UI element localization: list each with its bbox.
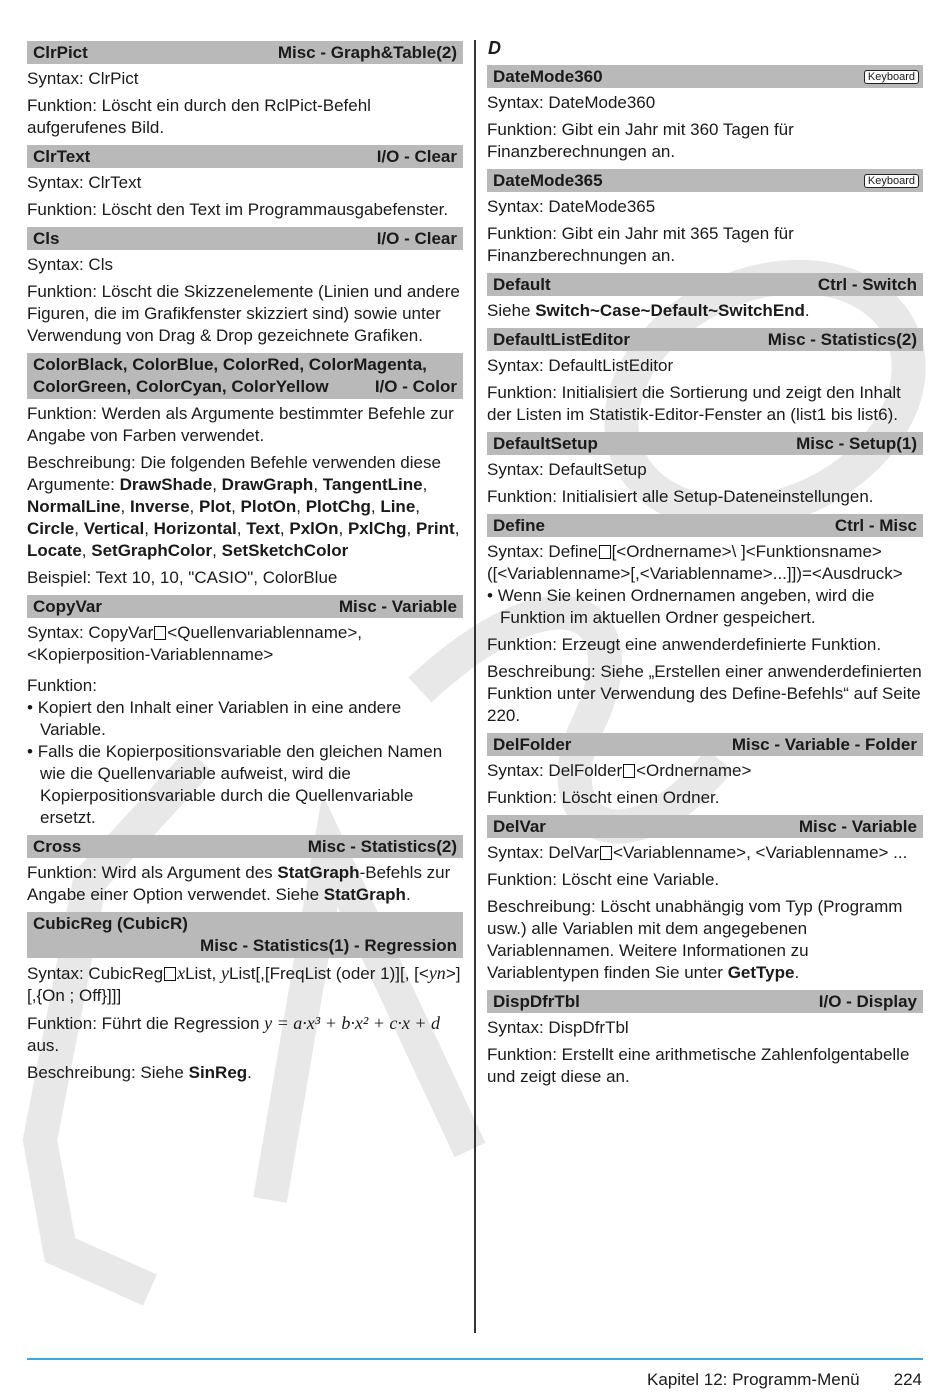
command-category: I/O - Color	[374, 377, 457, 396]
command-ref: TangentLine	[322, 475, 423, 494]
command-name: ClrPict	[33, 42, 88, 62]
function-text: Funktion: Initialisiert alle Setup-Dateneinstellungen.	[487, 487, 874, 506]
command-category: Misc - Variable	[338, 596, 457, 616]
math-var: x	[177, 963, 186, 983]
syntax-prefix: Syntax: Define	[487, 542, 598, 561]
command-ref: SetSketchColor	[221, 541, 349, 560]
function-text: Funktion: Werden als Argumente bestimmter Befehle zur Angabe von Farben verwendet.	[27, 404, 454, 445]
syntax-text: Syntax: DefaultListEditor	[487, 356, 674, 375]
syntax-prefix: Syntax: CopyVar	[27, 623, 154, 642]
command-list: DrawShade, DrawGraph, TangentLine, NormalLine, Inverse, Plot, PlotOn, PlotChg, Line, Circle, Vertical, Horizontal, Text, PxlOn, PxlChg, Print, Locate, SetGraphColor, SetSketchColor	[27, 475, 460, 560]
text-part: Funktion: Wird als Argument des	[27, 863, 278, 882]
entry-define	[487, 514, 923, 727]
command-name: DispDfrTbl	[493, 991, 580, 1011]
command-category: I/O - Display	[818, 991, 917, 1011]
description-text: Beschreibung: Siehe „Erstellen einer anwenderdefinierten Funktion unter Verwendung des Define-Befehls“ auf Seite 220.	[487, 662, 922, 725]
bullet-text: Kopiert den Inhalt einer Variablen in eine andere Variable.	[37, 698, 402, 739]
command-category: Misc - Statistics(2)	[307, 836, 457, 856]
syntax-text: Syntax: DateMode360	[487, 93, 656, 112]
section-letter: D	[488, 38, 501, 58]
syntax-text	[27, 622, 463, 666]
entry-cross	[27, 835, 463, 906]
command-name: DefaultSetup	[493, 433, 598, 453]
command-category: Misc - Variable - Folder	[731, 734, 917, 754]
syntax-text	[487, 760, 923, 782]
entry-datemode365	[487, 169, 923, 267]
bullet-text: Falls die Kopierpositionsvariable den gleichen Namen wie die Quellenvariable aufweist, wird die Kopierpositionsvariable durch die Quellenvariable ersetzt.	[37, 742, 443, 827]
command-name: Cross	[33, 836, 82, 856]
entry-dispdfrtbl	[487, 990, 923, 1088]
command-category: Misc - Graph&Table(2)	[277, 42, 457, 62]
function-text: Funktion: Löscht einen Ordner.	[487, 788, 720, 807]
page-number: 224	[893, 1370, 922, 1389]
command-name: DelFolder	[493, 734, 572, 754]
command-category: Ctrl - Misc	[834, 515, 917, 535]
command-ref: PlotChg	[305, 497, 371, 516]
keyboard-badge: Keyboard	[864, 70, 919, 84]
command-name-line2: ColorGreen, ColorCyan, ColorYellow	[33, 377, 329, 396]
command-ref: PlotOn	[240, 497, 297, 516]
text-part: Siehe	[487, 301, 536, 320]
bullet-text: Wenn Sie keinen Ordnernamen angeben, wird die Funktion im aktuellen Ordner gespeichert.	[497, 586, 875, 627]
command-ref: Inverse	[129, 497, 190, 516]
command-header	[27, 912, 463, 958]
right-column	[487, 37, 923, 1094]
space-box-icon	[599, 545, 611, 559]
entry-colors	[27, 353, 463, 589]
entry-clrtext	[27, 145, 463, 221]
command-name: Cls	[33, 228, 60, 248]
bullet-item: • Wenn Sie keinen Ordnernamen angeben, wird die Funktion im aktuellen Ordner gespeichert.	[487, 586, 875, 627]
command-name: ClrText	[33, 146, 91, 166]
text-part: .	[247, 1063, 252, 1082]
description-text	[27, 1062, 463, 1084]
command-ref: DrawGraph	[221, 475, 314, 494]
text-part: aus.	[27, 1036, 60, 1055]
command-header	[27, 835, 463, 858]
bold-ref: GetType	[727, 963, 795, 982]
command-ref: Horizontal	[153, 519, 237, 538]
syntax-text: Syntax: ClrPict	[27, 69, 139, 88]
text-part: Beschreibung: Siehe	[27, 1063, 189, 1082]
command-ref: Locate	[27, 541, 82, 560]
command-header	[27, 353, 463, 399]
command-header	[487, 273, 923, 296]
command-name-line1: ColorBlack, ColorBlue, ColorRed, ColorMagenta,	[33, 355, 427, 374]
syntax-text: Syntax: DateMode365	[487, 197, 656, 216]
function-text: Funktion: Löscht den Text im Programmausgabefenster.	[27, 200, 449, 219]
bold-ref: StatGraph	[323, 885, 406, 904]
function-text: Funktion: Initialisiert die Sortierung und zeigt den Inhalt der Listen im Statistik-Editor-Fenster an (list1 bis list6).	[487, 383, 901, 424]
command-category: Misc - Variable	[798, 816, 917, 836]
command-ref: Circle	[27, 519, 75, 538]
syntax-args: [<Ordnername>\ ]<Funktionsname>([<Variablenname>[,<Variablenname>...]])=<Ausdruck>	[487, 542, 903, 583]
description-text	[27, 452, 463, 562]
command-name: Default	[493, 274, 551, 294]
space-box-icon	[623, 764, 635, 778]
entry-datemode360	[487, 65, 923, 163]
syntax-part: >][,{On ; Off}]]]	[27, 964, 461, 1005]
command-header	[487, 815, 923, 838]
command-name: DefaultListEditor	[493, 329, 630, 349]
command-category: Misc - Statistics(2)	[767, 329, 917, 349]
left-column	[27, 37, 463, 1090]
command-header	[27, 227, 463, 250]
command-header	[487, 65, 923, 88]
entry-cubicreg	[27, 912, 463, 1084]
syntax-prefix: Syntax: CubicReg	[27, 964, 164, 983]
command-category: I/O - Clear	[376, 228, 457, 248]
function-text: Funktion: Gibt ein Jahr mit 360 Tagen für Finanzberechnungen an.	[487, 120, 794, 161]
command-ref: PxlOn	[289, 519, 339, 538]
entry-delfolder	[487, 733, 923, 809]
command-ref: Line	[380, 497, 416, 516]
function-text	[27, 862, 463, 906]
command-header	[487, 990, 923, 1013]
command-name: Define	[493, 515, 545, 535]
chapter-title: Kapitel 12: Programm-Menü	[647, 1370, 860, 1389]
command-name: DelVar	[493, 816, 546, 836]
example-text: Beispiel: Text 10, 10, "CASIO", ColorBlue	[27, 568, 338, 587]
command-ref: Print	[415, 519, 455, 538]
syntax-part: List[,[FreqList (oder 1)][, [<	[228, 964, 429, 983]
bold-ref: SinReg	[188, 1063, 248, 1082]
space-box-icon	[164, 967, 176, 981]
description-text	[487, 896, 923, 984]
description-prefix: Beschreibung: Die folgenden Befehle verwenden diese Argumente:	[27, 453, 441, 494]
syntax-args: <Variablenname>, <Variablenname> ...	[613, 843, 908, 862]
command-ref: NormalLine	[27, 497, 121, 516]
command-header	[487, 733, 923, 756]
command-header	[27, 145, 463, 168]
column-divider	[474, 40, 476, 1333]
syntax-args: <Quellenvariablenname>, <Kopierposition-Variablenname>	[27, 623, 362, 664]
text-part: .	[405, 885, 411, 904]
command-category: Ctrl - Switch	[817, 274, 917, 294]
text-part: Beschreibung: Löscht unabhängig vom Typ (Programm usw.) alle Variablen mit dem angegebenen Variablennamen. Weitere Informationen zu Variablentypen finden Sie unter	[487, 897, 903, 982]
space-box-icon	[600, 846, 612, 860]
command-ref: Text	[246, 519, 280, 538]
command-header	[487, 514, 923, 537]
command-header	[487, 169, 923, 192]
syntax-text	[27, 962, 463, 1007]
command-header	[27, 595, 463, 618]
function-text: Funktion: Erstellt eine arithmetische Zahlenfolgentabelle und zeigt diese an.	[487, 1045, 910, 1086]
bold-ref: StatGraph	[277, 863, 360, 882]
command-name: DateMode360	[493, 66, 603, 86]
syntax-text: Syntax: ClrText	[27, 173, 142, 192]
syntax-prefix: Syntax: DelFolder	[487, 761, 623, 780]
syntax-text: Syntax: DispDfrTbl	[487, 1018, 629, 1037]
command-header	[27, 41, 463, 64]
bullet-item: • Kopiert den Inhalt einer Variablen in eine andere Variable.	[27, 698, 402, 739]
function-text: Funktion: Löscht eine Variable.	[487, 870, 720, 889]
see-also-text	[487, 300, 923, 322]
syntax-text	[487, 842, 923, 864]
syntax-text: Syntax: DefaultSetup	[487, 460, 647, 479]
syntax-args: <Ordnername>	[636, 761, 752, 780]
math-var: y	[220, 963, 229, 983]
regression-equation: y = a·x³ + b·x² + c·x + d	[264, 1013, 440, 1033]
entry-clrpict	[27, 41, 463, 139]
command-name: DateMode365	[493, 170, 603, 190]
command-name: CubicReg (CubicR)	[33, 914, 188, 933]
math-var: yn	[428, 963, 446, 983]
command-ref: Vertical	[83, 519, 145, 538]
command-header	[487, 328, 923, 351]
command-ref: SetGraphColor	[91, 541, 213, 560]
syntax-text: Syntax: Cls	[27, 255, 113, 274]
entry-copyvar	[27, 595, 463, 829]
command-category: Misc - Statistics(1) - Regression	[200, 936, 457, 955]
function-text: Funktion: Gibt ein Jahr mit 365 Tagen für Finanzberechnungen an.	[487, 224, 794, 265]
command-category: Misc - Setup(1)	[796, 433, 917, 453]
function-text	[27, 1012, 463, 1057]
syntax-prefix: Syntax: DelVar	[487, 843, 600, 862]
space-box-icon	[154, 626, 166, 640]
entry-defaultlisteditor	[487, 328, 923, 426]
command-ref: Plot	[198, 497, 232, 516]
syntax-part: List,	[185, 964, 221, 983]
entry-default	[487, 273, 923, 322]
syntax-text	[487, 541, 923, 585]
text-part: .	[804, 301, 810, 320]
text-part: Funktion: Führt die Regression	[27, 1014, 265, 1033]
function-label: Funktion:	[27, 676, 97, 695]
entry-delvar	[487, 815, 923, 984]
text-part: .	[794, 963, 800, 982]
page-footer	[647, 1369, 922, 1391]
entry-cls	[27, 227, 463, 347]
footer-rule	[27, 1358, 923, 1360]
keyboard-badge: Keyboard	[864, 174, 919, 188]
bullet-item: • Falls die Kopierpositionsvariable den gleichen Namen wie die Quellenvariable aufweist, wird die Kopierpositionsvariable durch die Quellenvariable ersetzt.	[27, 742, 443, 827]
command-ref: PxlChg	[347, 519, 407, 538]
function-text: Funktion: Löscht ein durch den RclPict-Befehl aufgerufenes Bild.	[27, 96, 371, 137]
command-category: I/O - Clear	[376, 146, 457, 166]
function-text: Funktion: Erzeugt eine anwenderdefinierte Funktion.	[487, 635, 882, 654]
bold-ref: Switch~Case~Default~SwitchEnd	[535, 301, 805, 320]
command-name: CopyVar	[33, 596, 102, 616]
command-ref: DrawShade	[119, 475, 213, 494]
command-header	[487, 432, 923, 455]
entry-defaultsetup	[487, 432, 923, 508]
text-part: -Befehls zur Angabe einer Option verwendet. Siehe	[27, 863, 451, 904]
function-text: Funktion: Löscht die Skizzenelemente (Linien und andere Figuren, die im Grafikfenster skizziert sind) sowie unter Verwendung von Drag & Drop gezeichnete Grafiken.	[27, 282, 460, 345]
